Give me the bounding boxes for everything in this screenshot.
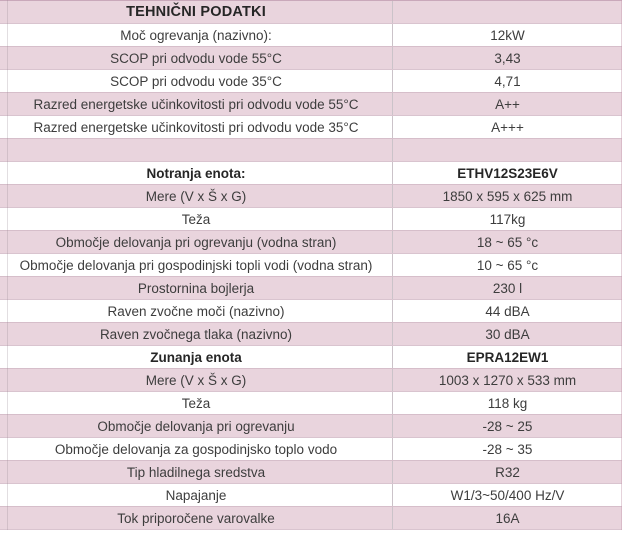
spec-label-cell: Teža bbox=[0, 208, 393, 230]
spec-label-cell: Teža bbox=[0, 392, 393, 414]
spec-label-cell: Razred energetske učinkovitosti pri odvodu vode 35°C bbox=[0, 116, 393, 138]
spec-value-cell: 118 kg bbox=[487, 395, 528, 411]
spec-label-cell: Raven zvočne moči (nazivno) bbox=[0, 300, 393, 322]
spec-value-cell: 12kW bbox=[490, 27, 525, 43]
table-row bbox=[0, 461, 622, 484]
spec-label-cell: Moč ogrevanja (nazivno): bbox=[0, 24, 393, 46]
table-row bbox=[0, 93, 622, 116]
spec-label-cell: SCOP pri odvodu vode 55°C bbox=[0, 47, 393, 69]
spec-value-cell: -28 ~ 25 bbox=[482, 418, 533, 434]
spec-label-cell: Mere (V x Š x G) bbox=[0, 369, 393, 391]
table-row-header bbox=[0, 1, 622, 24]
spec-value-cell: -28 ~ 35 bbox=[482, 441, 533, 457]
table-row bbox=[0, 507, 622, 530]
table-row bbox=[0, 231, 622, 254]
spec-label-cell: Napajanje bbox=[0, 484, 393, 506]
spec-label-cell: SCOP pri odvodu vode 35°C bbox=[0, 70, 393, 92]
spec-value-cell: 1850 x 595 x 625 mm bbox=[442, 188, 573, 204]
spec-label-cell: Mere (V x Š x G) bbox=[0, 185, 393, 207]
table-row bbox=[0, 392, 622, 415]
section-label-indoor-unit: Notranja enota: bbox=[0, 162, 393, 184]
spec-value-cell: 18 ~ 65 °c bbox=[476, 234, 539, 250]
spec-label-cell: Razred energetske učinkovitosti pri odvodu vode 55°C bbox=[0, 93, 393, 115]
spec-label-cell: Raven zvočnega tlaka (nazivno) bbox=[0, 323, 393, 345]
spec-value-cell: 16A bbox=[495, 510, 520, 526]
spec-label-cell: Območje delovanja pri ogrevanju bbox=[0, 415, 393, 437]
spec-label-cell bbox=[0, 139, 393, 161]
table-row bbox=[0, 300, 622, 323]
spec-value-cell: 117kg bbox=[489, 211, 526, 227]
spec-value-cell: 1003 x 1270 x 533 mm bbox=[438, 372, 577, 388]
outdoor-unit-model: EPRA12EW1 bbox=[466, 349, 549, 365]
table-row bbox=[0, 47, 622, 70]
table-row bbox=[0, 208, 622, 231]
table-row-indoor-unit bbox=[0, 162, 622, 185]
spec-value-cell: 4,71 bbox=[494, 73, 521, 89]
table-row bbox=[0, 484, 622, 507]
spec-label-cell: Tok priporočene varovalke bbox=[0, 507, 393, 529]
indoor-unit-model: ETHV12S23E6V bbox=[457, 165, 558, 181]
table-row bbox=[0, 369, 622, 392]
table-row-outdoor-unit bbox=[0, 346, 622, 369]
table-row bbox=[0, 116, 622, 139]
table-row bbox=[0, 277, 622, 300]
spec-value-cell bbox=[393, 1, 622, 23]
spec-value-cell: W1/3~50/400 Hz/V bbox=[450, 487, 565, 503]
spec-value-cell: 44 dBA bbox=[485, 303, 530, 319]
spec-label-cell: Prostornina bojlerja bbox=[0, 277, 393, 299]
table-row bbox=[0, 323, 622, 346]
spec-value-cell: 10 ~ 65 °c bbox=[476, 257, 539, 273]
table-row bbox=[0, 438, 622, 461]
spec-value-cell: A++ bbox=[495, 96, 520, 112]
table-row-spacer bbox=[0, 139, 622, 162]
spec-label-cell: Območje delovanja pri ogrevanju (vodna stran) bbox=[0, 231, 393, 253]
spec-value-cell: 30 dBA bbox=[485, 326, 530, 342]
spec-value-cell: 230 l bbox=[492, 280, 523, 296]
spec-value-cell: A+++ bbox=[491, 119, 524, 135]
section-label-outdoor-unit: Zunanja enota bbox=[0, 346, 393, 368]
spec-label-cell: Območje delovanja za gospodinjsko toplo vodo bbox=[0, 438, 393, 460]
table-row bbox=[0, 254, 622, 277]
spec-label-cell: Tip hladilnega sredstva bbox=[0, 461, 393, 483]
table-title: TEHNIČNI PODATKI bbox=[0, 1, 393, 23]
table-row bbox=[0, 185, 622, 208]
table-row bbox=[0, 70, 622, 93]
spec-value-cell: 3,43 bbox=[494, 50, 521, 66]
table-row bbox=[0, 24, 622, 47]
spec-value-cell: R32 bbox=[495, 464, 520, 480]
table-row bbox=[0, 415, 622, 438]
spec-value-cell bbox=[393, 139, 622, 161]
spec-label-cell: Območje delovanja pri gospodinjski topli vodi (vodna stran) bbox=[0, 254, 393, 276]
